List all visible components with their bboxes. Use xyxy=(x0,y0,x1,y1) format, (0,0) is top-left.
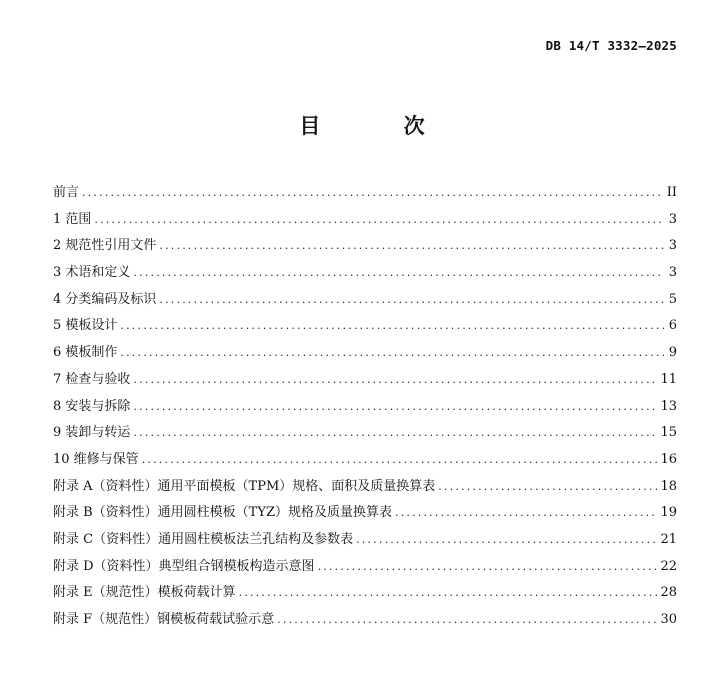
toc-entry-page: 18 xyxy=(660,478,677,494)
toc-entry-label: 附录 D（资料性）典型组合钢模板构造示意图 xyxy=(53,558,315,574)
toc-entry-normative-references[interactable] xyxy=(53,233,677,260)
toc-entry-label: 5 模板设计 xyxy=(53,318,118,334)
toc-entry-page: 13 xyxy=(660,398,677,414)
dot-leader xyxy=(133,260,664,287)
toc-entry-maintenance[interactable] xyxy=(53,447,677,474)
toc-entry-page: 3 xyxy=(668,265,677,281)
dot-leader xyxy=(438,474,657,501)
toc-entry-label: 附录 C（资料性）通用圆柱模板法兰孔结构及参数表 xyxy=(53,531,354,547)
toc-entry-page: 22 xyxy=(660,558,677,574)
toc-entry-appendix-e[interactable] xyxy=(53,580,677,607)
toc-entry-label: 8 安装与拆除 xyxy=(53,398,131,414)
toc-entry-formwork-design[interactable] xyxy=(53,313,677,340)
toc-entry-label: 附录 B（资料性）通用圆柱模板（TYZ）规格及质量换算表 xyxy=(53,505,392,521)
dot-leader xyxy=(120,340,664,367)
toc-entry-foreword[interactable] xyxy=(53,180,677,207)
dot-leader xyxy=(94,207,664,234)
toc-entry-label: 前言 xyxy=(53,185,80,200)
toc-entry-page: 9 xyxy=(668,345,677,361)
dot-leader xyxy=(142,447,658,474)
dot-leader xyxy=(159,233,664,260)
toc-entry-page: 6 xyxy=(668,318,677,334)
document-code: DB 14/T 3332—2025 xyxy=(545,38,677,53)
toc-entry-page: 11 xyxy=(660,371,677,387)
toc-entry-formwork-fabrication[interactable] xyxy=(53,340,677,367)
toc-entry-terms-definitions[interactable] xyxy=(53,260,677,287)
toc-entry-label: 附录 A（资料性）通用平面模板（TPM）规格、面积及质量换算表 xyxy=(53,478,436,494)
dot-leader xyxy=(82,180,664,207)
toc-entry-inspection[interactable] xyxy=(53,367,677,394)
toc-entry-page: 15 xyxy=(660,425,677,441)
toc-entry-appendix-f[interactable] xyxy=(53,607,677,634)
dot-leader xyxy=(159,287,664,314)
toc-entry-page: 30 xyxy=(660,612,677,627)
toc-entry-label: 6 模板制作 xyxy=(53,345,118,361)
toc-entry-label: 4 分类编码及标识 xyxy=(53,291,157,307)
dot-leader xyxy=(277,607,657,634)
toc-entry-appendix-b[interactable] xyxy=(53,500,677,527)
toc-entry-label: 2 规范性引用文件 xyxy=(53,238,157,254)
toc-entry-loading-transport[interactable] xyxy=(53,420,677,447)
table-of-contents xyxy=(53,180,677,634)
toc-entry-label: 7 检查与验收 xyxy=(53,371,131,387)
toc-entry-appendix-a[interactable] xyxy=(53,474,677,501)
toc-entry-label: 附录 F（规范性）钢模板荷载试验示意 xyxy=(53,612,275,627)
dot-leader xyxy=(239,580,658,607)
toc-entry-page: 19 xyxy=(660,505,677,521)
toc-entry-label: 1 范围 xyxy=(53,211,92,227)
page-title: 目 次 xyxy=(299,113,463,138)
dot-leader xyxy=(120,313,664,340)
toc-entry-page: 5 xyxy=(668,291,677,307)
toc-entry-label: 10 维修与保管 xyxy=(53,451,139,467)
dot-leader xyxy=(133,420,657,447)
dot-leader xyxy=(395,500,657,527)
toc-entry-page: II xyxy=(666,185,677,200)
toc-entry-page: 28 xyxy=(660,585,677,601)
toc-entry-label: 9 装卸与转运 xyxy=(53,425,131,441)
toc-entry-label: 3 术语和定义 xyxy=(53,265,131,281)
dot-leader xyxy=(318,554,658,581)
toc-entry-appendix-d[interactable] xyxy=(53,554,677,581)
toc-entry-appendix-c[interactable] xyxy=(53,527,677,554)
dot-leader xyxy=(133,394,657,421)
toc-entry-label: 附录 E（规范性）模板荷载计算 xyxy=(53,585,236,601)
toc-entry-installation[interactable] xyxy=(53,394,677,421)
toc-entry-scope[interactable] xyxy=(53,207,677,234)
toc-entry-page: 21 xyxy=(660,531,677,547)
toc-entry-classification[interactable] xyxy=(53,287,677,314)
dot-leader xyxy=(356,527,657,554)
toc-entry-page: 3 xyxy=(668,238,677,254)
toc-entry-page: 16 xyxy=(660,451,677,467)
dot-leader xyxy=(133,367,657,394)
toc-entry-page: 3 xyxy=(668,211,677,227)
